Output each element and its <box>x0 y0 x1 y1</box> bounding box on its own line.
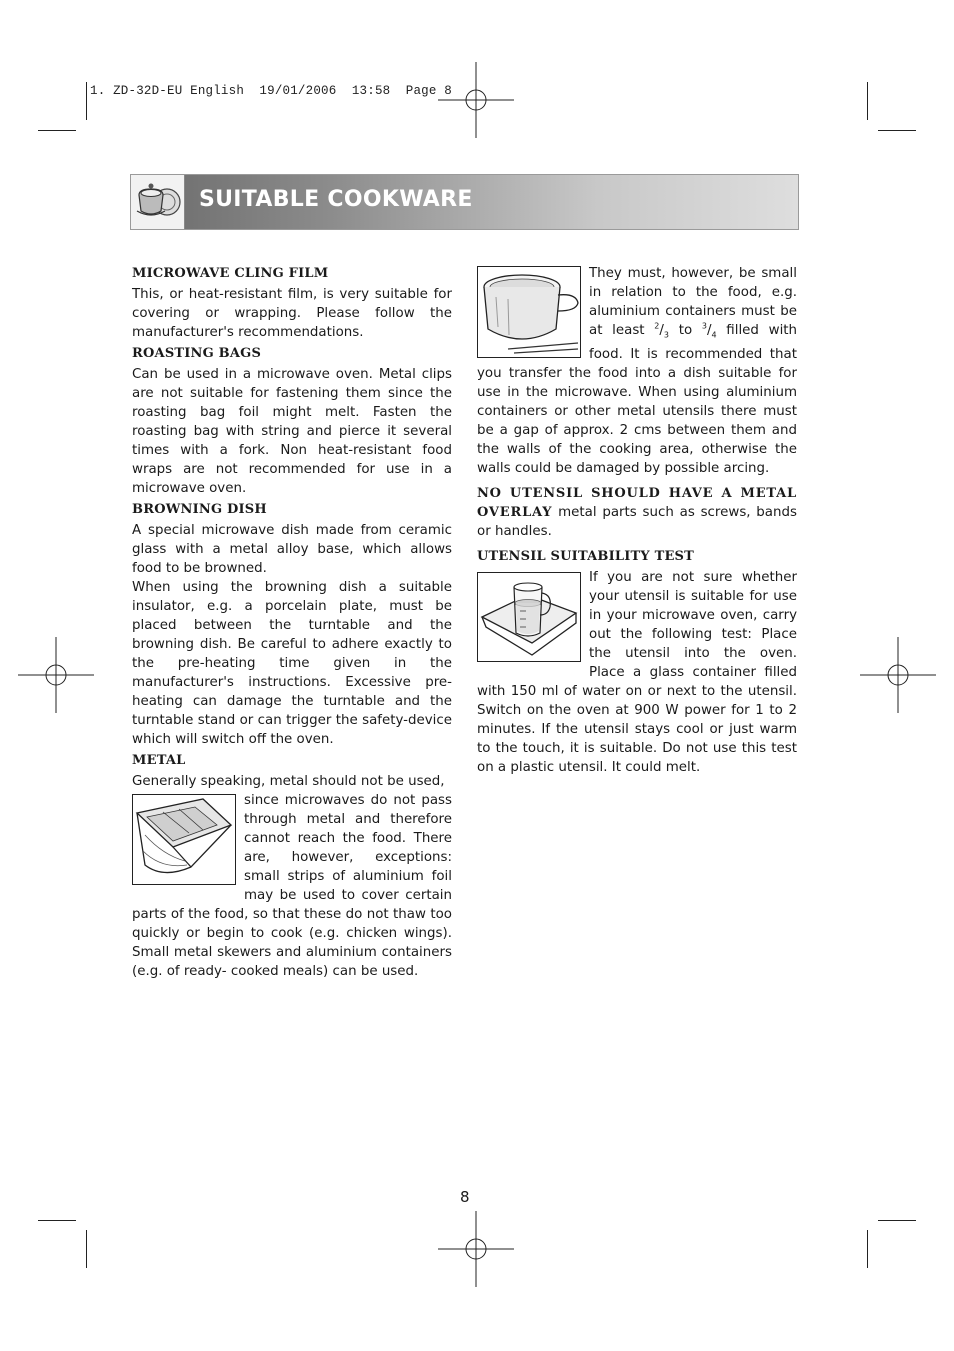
fraction-denominator: 4 <box>711 330 717 340</box>
text-metal-continued-a: They must, however, be small in relation to the food, e.g. aluminium containers must be at least <box>589 266 797 338</box>
heading-metal: METAL <box>132 753 186 768</box>
heading-roasting-bags: ROASTING BAGS <box>132 346 262 361</box>
fraction-numerator: 3 <box>701 321 707 331</box>
paragraph-metal: since microwaves do not pass through metal and therefore cannot reach the food. There are, however, exceptions: small strips of aluminium foil may be used to cover certain parts of the food, so that these do not thaw too quickly or begin to cook (e.g. chicken wings). Small metal skewers and aluminium containers (e.g. of ready- cooked meals) can be used. <box>132 793 452 979</box>
heading-browning-dish: BROWNING DISH <box>132 502 267 517</box>
metal-pot-illustration <box>477 266 581 358</box>
section-banner <box>130 174 799 230</box>
print-slug: 1. ZD-32D-EU English 19/01/2006 13:58 Page 8 <box>90 84 452 98</box>
crop-mark <box>878 130 916 131</box>
foil-tray-illustration <box>132 794 236 885</box>
paragraph-browning-dish: A special microwave dish made from ceramic glass with a metal alloy base, which allows food to be browned. <box>132 523 452 576</box>
paragraph-cling-film: This, or heat-resistant film, is very suitable for covering or wrapping. Please follow the manufacturer's recommendations. <box>132 287 452 340</box>
crop-mark <box>38 130 76 131</box>
crop-mark <box>38 1220 76 1221</box>
paragraph-metal-continued: They must, however, be small in relation to the food, e.g. aluminium containers must be at least $^2/_3$ to $^3/_4$ filled with food. It is recommended that you transfer the food into a dish suitable for use in the microwave. When using aluminium containers or other metal utensils there must be a gap of approx. 2 cms between them and the walls of the cooking area, otherwise the walls could be damaged by possible arcing. <box>477 266 798 476</box>
right-column <box>477 264 797 777</box>
page-title: SUITABLE COOKWARE <box>199 187 473 212</box>
fraction-denominator: 3 <box>663 330 669 340</box>
fraction-numerator: 2 <box>654 321 660 331</box>
cookware-icon <box>131 175 185 229</box>
text-metal-continued-b: filled with food. It is recommended that you transfer the food into a dish suitable for use in the microwave. When using aluminium containers or other metal utensils there must be a gap of approx. 2 cms between them and the walls of the cooking area, otherwise the walls could be damaged by possible arcing. <box>477 323 798 476</box>
paragraph-suitability-test: If you are not sure whether your utensil is suitable for use in your microwave oven, carry out the following test: Place the utensil into the oven. Place a glass container filled with 150 ml of water on or next to the utensil. Switch on the oven at 900 W power for 1 to 2 minutes. If the utensil stays cool or just warm to the touch, it is suitable. Do not use this test on a plastic utensil. It could melt. <box>477 569 797 775</box>
glass-container-illustration <box>477 572 581 662</box>
fraction-connector: to <box>678 323 693 338</box>
registration-mark-icon <box>860 637 936 713</box>
crop-mark <box>878 1220 916 1221</box>
registration-mark-icon <box>438 62 514 138</box>
registration-mark-icon <box>18 637 94 713</box>
text-overlay: metal parts such as screws, bands or handles. <box>477 504 797 539</box>
page-number: 8 <box>460 1188 470 1206</box>
crop-mark <box>867 1230 868 1268</box>
paragraph-overlay <box>477 484 797 541</box>
paragraph-roasting-bags: Can be used in a microwave oven. Metal clips are not suitable for fastening them since the roasting bag foil might melt. Fasten the roasting bag with string and pierce it several times with a fork. Non heat-resistant food wraps are not recommended for use in a microwave oven. <box>132 367 452 496</box>
heading-suitability-test: UTENSIL SUITABILITY TEST <box>477 548 695 564</box>
crop-mark <box>867 82 868 120</box>
paragraph-metal-intro: Generally speaking, metal should not be used, <box>132 774 445 789</box>
paragraph-browning-dish-use: When using the browning dish a suitable insulator, e.g. a porcelain plate, must be placed between the turntable and the browning dish. Be careful to adhere exactly to the pre-heating time given in the manufacturer's instructions. Excessive pre-heating can damage the turntable and the turntable stand or can trigger the safety-device which will switch off the oven. <box>132 580 452 747</box>
left-column <box>132 262 452 981</box>
crop-mark <box>86 82 87 120</box>
heading-cling-film: MICROWAVE CLING FILM <box>132 266 329 281</box>
registration-mark-icon <box>438 1211 514 1287</box>
crop-mark <box>86 1230 87 1268</box>
heading-no-metal-overlay: NO UTENSIL SHOULD HAVE A METAL OVERLAY <box>477 485 797 520</box>
